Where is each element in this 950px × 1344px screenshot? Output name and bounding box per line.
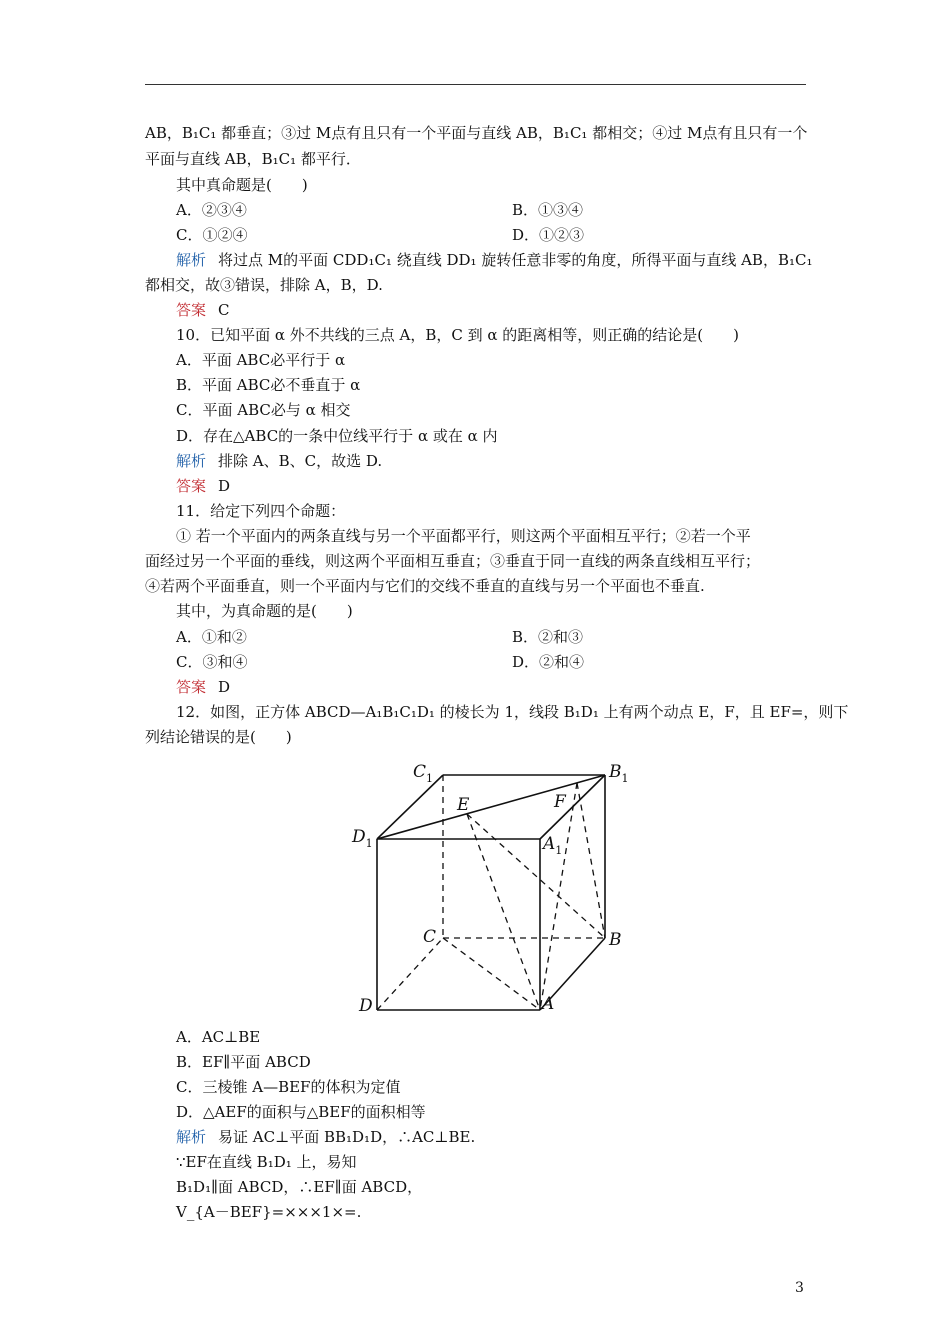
q12-stem-line1: 12．如图，正方体 ABCD—A₁B₁C₁D₁ 的棱长为 1，线段 B₁D₁ 上有两个动点 E，F，且 EF=，则下 (176, 703, 849, 721)
q11-question: 其中，为真命题的是( ) (176, 602, 353, 620)
q9-option-b: B．①③④ (512, 201, 584, 219)
edge-d-c (377, 938, 443, 1010)
q10-analysis (176, 451, 382, 471)
q12-analysis-line2: ∵EF在直线 B₁D₁ 上，易知 (176, 1153, 357, 1171)
q9-line2: 平面与直线 AB，B₁C₁ 都平行． (145, 150, 361, 168)
q11-body-line3: ④若两个平面垂直，则一个平面内与它们的交线不垂直的直线与另一个平面也不垂直. (145, 577, 705, 595)
q11-answer-value: D (218, 678, 231, 696)
q12-analysis (176, 1127, 475, 1147)
q12-option-a: A．AC⊥BE (176, 1028, 261, 1046)
q9-answer-value: C (218, 301, 230, 319)
q9-analysis (176, 250, 812, 270)
analysis-label: 解析 (176, 251, 207, 269)
q9-analysis-text: 将过点 M的平面 CDD₁C₁ 绕直线 DD₁ 旋转任意非零的角度，所得平面与直线 AB，B₁C₁ (218, 251, 813, 269)
q9-line1: AB，B₁C₁ 都垂直；③过 M点有且只有一个平面与直线 AB，B₁C₁ 都相交；④过 M点有且只有一个 (145, 124, 808, 142)
q9-option-a: A．②③④ (176, 201, 247, 219)
q9-option-c: C．①②④ (176, 226, 248, 244)
answer-label: 答案 (176, 477, 207, 495)
label-d: D (359, 996, 373, 1016)
segment-d1-b1 (377, 775, 605, 839)
q10-answer-value: D (218, 477, 231, 495)
q10-option-d: D．存在△ABC的一条中位线平行于 α 或在 α 内 (176, 427, 498, 445)
q12-analysis-line4: V_{A－BEF}=×××1×=. (176, 1203, 362, 1221)
q12-stem-line2: 列结论错误的是( ) (145, 728, 292, 746)
label-f: F (554, 792, 566, 812)
label-c: C (423, 927, 437, 947)
label-d1: $D_1$ (352, 827, 373, 850)
label-c1: $C_1$ (413, 762, 434, 785)
q9-answer (176, 300, 230, 320)
answer-label: 答案 (176, 678, 207, 696)
label-a: A (542, 994, 555, 1014)
q10-option-a: A．平面 ABC必平行于 α (176, 351, 346, 369)
q9-option-d: D．①②③ (512, 226, 585, 244)
label-a1: $A_1$ (543, 834, 563, 857)
q12-option-b: B．EF∥平面 ABCD (176, 1053, 311, 1071)
segment-e-a (467, 814, 540, 1010)
answer-label: 答案 (176, 301, 207, 319)
q11-body-line1: ① 若一个平面内的两条直线与另一个平面都平行，则这两个平面相互平行；②若一个平 (176, 527, 751, 545)
q10-answer (176, 476, 230, 496)
segment-e-b (467, 814, 605, 938)
q11-option-d: D．②和④ (512, 653, 585, 671)
q11-option-c: C．③和④ (176, 653, 248, 671)
cube-figure (345, 755, 645, 1025)
analysis-label: 解析 (176, 1128, 207, 1146)
q9-analysis-line2: 都相交，故③错误，排除 A，B，D. (145, 276, 383, 294)
label-b: B (609, 930, 622, 950)
q12-option-c: C．三棱锥 A—BEF的体积为定值 (176, 1078, 401, 1096)
q11-body-line2: 面经过另一个平面的垂线，则这两个平面相互垂直；③垂直于同一直线的两条直线相互平行； (145, 552, 761, 570)
q11-answer (176, 677, 230, 697)
label-b1: $B_1$ (609, 762, 629, 785)
q12-analysis-line3: B₁D₁∥面 ABCD，∴EF∥面 ABCD， (176, 1178, 423, 1196)
q11-option-a: A．①和② (176, 628, 247, 646)
q11-stem: 11．给定下列四个命题： (176, 502, 346, 520)
q12-option-d: D．△AEF的面积与△BEF的面积相等 (176, 1103, 426, 1121)
q9-stem: 其中真命题是( ) (176, 176, 308, 194)
q12-analysis-text: 易证 AC⊥平面 BB₁D₁D，∴AC⊥BE. (218, 1128, 476, 1146)
analysis-label: 解析 (176, 452, 207, 470)
diagonal-c-a (443, 938, 540, 1010)
q10-stem: 10．已知平面 α 外不共线的三点 A，B，C 到 α 的距离相等，则正确的结论是( ) (176, 326, 739, 344)
page-number: 3 (795, 1280, 804, 1296)
q10-option-c: C．平面 ABC必与 α 相交 (176, 401, 351, 419)
segment-f-b (577, 783, 605, 938)
q10-analysis-text: 排除 A、B、C，故选 D. (218, 452, 383, 470)
q10-option-b: B．平面 ABC必不垂直于 α (176, 376, 361, 394)
header-rule (145, 84, 806, 85)
q11-option-b: B．②和③ (512, 628, 584, 646)
label-e: E (457, 795, 470, 815)
